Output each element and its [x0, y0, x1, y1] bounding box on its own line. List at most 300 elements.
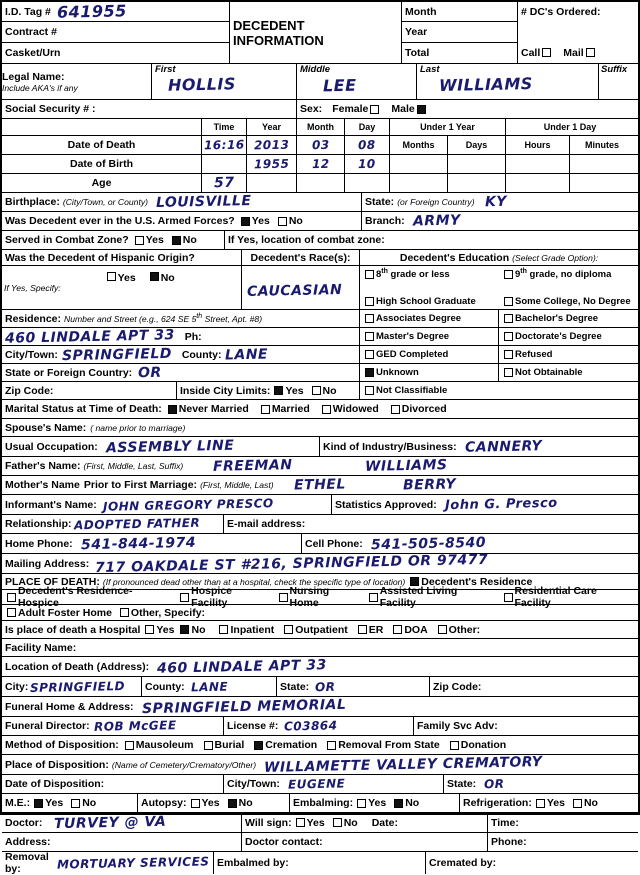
refrigeration-label: Refrigeration:: [463, 797, 532, 809]
time-header: Time: [202, 119, 247, 135]
armed-yes-checkbox[interactable]: [241, 217, 250, 226]
hispanic-no-checkbox[interactable]: [150, 272, 159, 281]
spouse-name-label: Spouse's Name:: [5, 421, 87, 434]
will-sign-no-checkbox[interactable]: [333, 818, 342, 827]
disposition-city-label: City/Town:: [227, 778, 280, 790]
edu-option-8[interactable]: [360, 346, 499, 363]
industry-field[interactable]: [320, 437, 638, 456]
sex-male-checkbox[interactable]: [417, 105, 426, 114]
hospital-yes-checkbox[interactable]: [145, 625, 154, 634]
combat-zone-label: Served in Combat Zone?: [5, 234, 129, 246]
mail-checkbox[interactable]: [586, 48, 595, 57]
education-sub: (Select Grade Option):: [512, 252, 599, 263]
month-field[interactable]: [402, 2, 517, 22]
refrigeration-yes-label: Yes: [546, 797, 565, 809]
suffix-field[interactable]: [599, 64, 638, 99]
mother-name-field[interactable]: [2, 476, 638, 494]
marital-option-0: Never Married: [178, 403, 249, 415]
birth-time-field[interactable]: [202, 155, 247, 173]
location-of-death-label: Location of Death (Address):: [5, 660, 150, 673]
total-label: Total: [405, 47, 430, 59]
edu-option-1[interactable]: [499, 267, 638, 281]
sign-time-label: Time:: [491, 816, 519, 829]
edu-checkbox-5[interactable]: [504, 314, 513, 323]
place-of-death-options-row-1: [2, 585, 638, 609]
race-section: [242, 250, 360, 309]
edu-checkbox-12[interactable]: [365, 386, 374, 395]
disposition-removal-checkbox[interactable]: [327, 741, 336, 750]
place-of-death-options-row-2: [2, 605, 638, 621]
edu-option-9[interactable]: [499, 346, 638, 363]
sign-date-label: Date:: [371, 816, 398, 829]
father-name-label: Father's Name:: [5, 460, 81, 472]
armed-no-checkbox[interactable]: [278, 217, 287, 226]
dc-ordered-field[interactable]: [518, 2, 638, 22]
middle-name-field[interactable]: [297, 64, 417, 99]
hospital-yes-label: Yes: [156, 623, 175, 636]
relationship-value: ADOPTED FATHER: [73, 515, 200, 533]
edu-option-12[interactable]: [360, 382, 638, 399]
mailing-address-field[interactable]: [2, 551, 638, 576]
sign-time-field[interactable]: [488, 813, 638, 832]
death-month-field[interactable]: [297, 136, 345, 154]
mail-label: Mail: [563, 46, 584, 59]
hospital-inpatient-checkbox[interactable]: [219, 625, 228, 634]
refrigeration-yes-checkbox[interactable]: [536, 799, 545, 808]
armed-no-label: No: [288, 215, 303, 227]
hospital-other-checkbox[interactable]: [438, 625, 447, 634]
hospital-outpatient-checkbox[interactable]: [284, 625, 293, 634]
residence-county-value: LANE: [225, 346, 269, 363]
refrigeration-no-label: No: [583, 797, 598, 809]
edu-checkbox-9[interactable]: [504, 350, 513, 359]
place-of-disposition-label: Place of Disposition:: [5, 758, 109, 771]
sex-female-label: Female: [332, 103, 369, 115]
edu-checkbox-0[interactable]: [365, 270, 374, 279]
doctor-address-row: [2, 833, 638, 852]
death-county-field[interactable]: [142, 677, 277, 696]
form-title: [230, 2, 402, 63]
hispanic-origin-label: Was the Decedent of Hispanic Origin?: [2, 250, 241, 266]
dates-header-row: [2, 119, 638, 136]
edu-checkbox-6[interactable]: [365, 332, 374, 341]
ssn-sex-row: [2, 100, 638, 119]
edu-option-7[interactable]: [499, 328, 638, 345]
funeral-director-field[interactable]: [2, 717, 224, 735]
funeral-home-row[interactable]: [2, 697, 638, 717]
disposition-city-field[interactable]: [224, 775, 444, 793]
doctor-label: Doctor:: [5, 816, 43, 829]
hispanic-ifyes-cell[interactable]: [2, 266, 102, 309]
residence-street-field[interactable]: [2, 310, 360, 327]
edu-option-0[interactable]: [360, 267, 499, 281]
combat-yes-label: Yes: [145, 234, 164, 246]
id-tag-value: 641955: [56, 1, 127, 22]
under-1-year-header: Under 1 Year: [390, 119, 506, 135]
date-of-birth-row: [2, 155, 638, 174]
edu-label-8: GED Completed: [376, 349, 449, 360]
death-zip-label: Zip Code:: [433, 680, 482, 693]
edu-option-3[interactable]: [499, 295, 638, 308]
mailing-address-row[interactable]: [2, 551, 638, 576]
year-field[interactable]: [402, 22, 517, 43]
middle-name-label: Middle: [300, 64, 331, 75]
pod-checkbox-5[interactable]: [504, 593, 513, 602]
place-of-disposition-row[interactable]: [2, 755, 638, 775]
call-checkbox[interactable]: [542, 48, 551, 57]
hispanic-yes-label: Yes: [117, 272, 136, 284]
edu-checkbox-8[interactable]: [365, 350, 374, 359]
birth-state-value: KY: [484, 193, 507, 211]
will-sign-no-label: No: [343, 816, 358, 829]
doctor-contact-field[interactable]: [242, 833, 488, 851]
armed-forces-field: [2, 212, 362, 230]
edu-option-10[interactable]: [360, 364, 499, 381]
hispanic-ifyes-label: If Yes, Specify:: [4, 282, 61, 293]
edu-option-11[interactable]: [499, 364, 638, 381]
disposition-state-label: State:: [447, 778, 477, 790]
disposition-cremation-checkbox[interactable]: [254, 741, 263, 750]
home-phone-value: 541-844-1974: [80, 534, 196, 553]
me-yes-checkbox[interactable]: [34, 799, 43, 808]
birthplace-label: Birthplace:: [5, 196, 60, 208]
marital-never-married-checkbox[interactable]: [168, 405, 177, 414]
death-day-field[interactable]: [345, 136, 390, 154]
armed-forces-row: [2, 212, 638, 231]
pod-option-0: Decedent's Residence: [421, 575, 533, 588]
total-field[interactable]: [402, 43, 517, 63]
autopsy-yes-checkbox[interactable]: [191, 799, 200, 808]
sex-female-checkbox[interactable]: [370, 105, 379, 114]
disposition-mausoleum-checkbox[interactable]: [125, 741, 134, 750]
birth-state-field[interactable]: [362, 193, 638, 211]
hospital-doa-checkbox[interactable]: [393, 625, 402, 634]
edu-option-4[interactable]: [360, 310, 499, 327]
me-no-checkbox[interactable]: [71, 799, 80, 808]
edu-label-7: Doctorate's Degree: [515, 331, 602, 342]
minutes-header: Minutes: [584, 140, 619, 150]
header-left-column: [2, 2, 230, 63]
id-tag-field[interactable]: [2, 2, 229, 22]
will-sign-yes-checkbox[interactable]: [296, 818, 305, 827]
funeral-director-row: [2, 717, 638, 736]
pod-checkbox-2[interactable]: [180, 593, 189, 602]
last-name-value: WILLIAMS: [438, 74, 533, 95]
spouse-name-row[interactable]: [2, 419, 638, 437]
email-field[interactable]: [224, 515, 638, 533]
birth-year-field[interactable]: [247, 155, 297, 173]
dc-ordered-label: # DC's Ordered:: [521, 6, 601, 18]
residence-county-label: County:: [181, 348, 222, 361]
location-of-death-field[interactable]: [2, 657, 638, 676]
race-label: Decedent's Race(s):: [242, 250, 359, 266]
marital-married-checkbox[interactable]: [261, 405, 270, 414]
residence-state-label: State or Foreign Country:: [5, 366, 133, 379]
months-field[interactable]: [390, 155, 448, 173]
pod-option-4: Assisted Living Facility: [379, 585, 458, 609]
license-value: C03864: [284, 718, 339, 734]
edu-label-11: Not Obtainable: [515, 367, 583, 378]
place-of-disposition-value: WILLAMETTE VALLEY CREMATORY: [263, 753, 543, 776]
inside-yes-checkbox[interactable]: [274, 386, 283, 395]
hospital-no-checkbox[interactable]: [180, 625, 189, 634]
removal-by-field[interactable]: [2, 852, 214, 874]
residence-zip-label: Zip Code:: [5, 384, 54, 397]
relationship-field[interactable]: [2, 515, 224, 533]
informant-row: [2, 495, 638, 515]
embalming-yes-checkbox[interactable]: [357, 799, 366, 808]
disposition-option-2: Cremation: [265, 739, 318, 751]
combat-zone-field: [2, 231, 225, 249]
date-of-disposition-row: [2, 775, 638, 794]
origin-race-education-block: [2, 250, 638, 310]
will-sign-yes-label: Yes: [306, 816, 325, 829]
death-state-field[interactable]: [277, 677, 430, 696]
me-label: M.E.:: [5, 797, 31, 809]
cremated-by-field[interactable]: [426, 852, 638, 874]
days-header: Days: [448, 136, 506, 154]
under-1-day-header: Under 1 Day: [543, 122, 597, 132]
me-field: [2, 794, 138, 812]
mailing-address-value: 717 OAKDALE ST #216, SPRINGFIELD OR 97477: [95, 551, 489, 576]
call-mail-row: [518, 42, 638, 63]
funeral-home-field[interactable]: [2, 697, 638, 716]
date-of-birth-label: Date of Birth: [2, 155, 202, 173]
edu-checkbox-1[interactable]: [504, 270, 513, 279]
casket-label: Casket/Urn: [5, 47, 61, 59]
spouse-name-field[interactable]: [2, 419, 638, 436]
mother-first-value: ETHEL: [293, 476, 346, 494]
edu-checkbox-7[interactable]: [504, 332, 513, 341]
hospital-er-checkbox[interactable]: [358, 625, 367, 634]
residence-street-value-row: [2, 328, 638, 346]
facility-name-field[interactable]: [2, 639, 638, 656]
doctor-address-field[interactable]: [2, 833, 242, 851]
mother-name-row[interactable]: [2, 476, 638, 495]
age-label: Age: [2, 174, 202, 192]
sex-field: [297, 100, 638, 118]
hispanic-origin-section: [2, 250, 242, 309]
edu-checkbox-4[interactable]: [365, 314, 374, 323]
inside-city-limits-label: Inside City Limits:: [180, 384, 271, 397]
residence-city-field[interactable]: [2, 346, 360, 363]
hispanic-yes-checkbox[interactable]: [107, 272, 116, 281]
age-row: [2, 174, 638, 193]
doctor-row: [2, 813, 638, 833]
pod-checkbox-7[interactable]: [120, 608, 129, 617]
inside-city-limits-field: [177, 382, 360, 399]
refrigeration-no-checkbox[interactable]: [573, 799, 582, 808]
death-time-field[interactable]: [202, 136, 247, 154]
age-field[interactable]: [202, 174, 247, 192]
death-city-field[interactable]: [2, 677, 142, 696]
aka-note: Include AKA's if any: [2, 82, 78, 93]
marital-divorced-checkbox[interactable]: [391, 405, 400, 414]
occupation-value: ASSEMBLY LINE: [105, 437, 235, 456]
edu-checkbox-10[interactable]: [365, 368, 374, 377]
disposition-burial-checkbox[interactable]: [204, 741, 213, 750]
residence-label: Residence:: [5, 312, 62, 325]
residence-city-label: City/Town:: [5, 348, 58, 361]
me-autopsy-row: [2, 794, 638, 813]
pod-checkbox-4[interactable]: [369, 593, 378, 602]
father-name-field[interactable]: [2, 457, 638, 475]
education-section: [360, 250, 638, 309]
pod-checkbox-3[interactable]: [279, 593, 288, 602]
father-name-row[interactable]: [2, 457, 638, 476]
birth-month-value: 12: [311, 156, 330, 172]
ssn-label: Social Security # :: [5, 103, 96, 115]
race-field[interactable]: [242, 266, 359, 309]
residence-street-row: [2, 310, 638, 328]
residence-street-value-cell[interactable]: [2, 328, 360, 345]
date-of-death-label: Date of Death: [2, 136, 202, 154]
cell-phone-value: 541-505-8540: [370, 534, 486, 553]
mother-name-sub2: Prior to First Marriage:: [83, 479, 198, 491]
father-last-value: WILLIAMS: [364, 457, 448, 475]
informant-name-field[interactable]: [2, 495, 332, 514]
home-phone-field[interactable]: [2, 534, 302, 553]
last-name-label: Last: [420, 64, 440, 75]
residence-city-row: [2, 346, 638, 364]
doctor-phone-field[interactable]: [488, 833, 638, 851]
location-of-death-row[interactable]: [2, 657, 638, 677]
death-year-field[interactable]: [247, 136, 297, 154]
embalming-yes-label: Yes: [368, 797, 387, 809]
embalming-field: [290, 794, 460, 812]
license-field[interactable]: [224, 717, 414, 735]
months-header: Months: [390, 136, 448, 154]
method-of-disposition-label: Method of Disposition:: [5, 739, 119, 751]
place-of-death-sub: (If pronounced dead other than at a hospital, check the specific type of location): [102, 576, 406, 587]
month-header: Month: [297, 119, 345, 135]
facility-name-label: Facility Name:: [5, 641, 77, 654]
branch-field[interactable]: [362, 212, 638, 230]
birthplace-sub: (City/Town, or County): [62, 197, 149, 207]
combat-no-label: No: [182, 234, 197, 246]
industry-label: Kind of Industry/Business:: [323, 440, 457, 453]
hospital-sub-1: Outpatient: [295, 623, 348, 636]
family-svc-adv-field[interactable]: [414, 717, 638, 735]
casket-urn-field[interactable]: [2, 43, 229, 63]
birth-state-label: State:: [365, 196, 395, 208]
occupation-label: Usual Occupation:: [5, 440, 98, 453]
edu-label-1: 9th grade, no diploma: [515, 268, 612, 281]
spouse-name-sub: ( name prior to marriage): [90, 422, 186, 433]
residence-zip-field[interactable]: [2, 382, 177, 399]
edu-label-5: Bachelor's Degree: [515, 313, 599, 324]
disposition-state-field[interactable]: [444, 775, 638, 793]
mother-last-value: BERRY: [403, 476, 457, 494]
edu-option-2[interactable]: [360, 295, 499, 308]
combat-yes-checkbox[interactable]: [135, 236, 144, 245]
edu-option-5[interactable]: [499, 310, 638, 327]
death-zip-field[interactable]: [430, 677, 638, 696]
doctor-address-label: Address:: [5, 836, 51, 848]
edu-checkbox-3[interactable]: [504, 297, 513, 306]
form-title-text: DECEDENT INFORMATION: [233, 17, 324, 48]
death-city-value: SPRINGFIELD: [30, 678, 126, 695]
marital-widowed-checkbox[interactable]: [322, 405, 331, 414]
sex-male-label: Male: [391, 103, 415, 115]
last-name-field[interactable]: [417, 64, 599, 99]
edu-label-10: Unknown: [376, 367, 419, 378]
ssn-field[interactable]: [2, 100, 297, 118]
date-of-death-row: [2, 136, 638, 155]
pod-checkbox-6[interactable]: [7, 608, 16, 617]
combat-location-label: If Yes, location of combat zone:: [228, 234, 385, 246]
first-name-label: First: [155, 64, 176, 75]
days-field[interactable]: [448, 155, 506, 173]
place-of-disposition-field[interactable]: [2, 755, 638, 774]
edu-checkbox-11[interactable]: [504, 368, 513, 377]
inside-no-checkbox[interactable]: [312, 386, 321, 395]
place-of-disposition-sub: (Name of Cemetery/Crematory/Other): [111, 759, 257, 770]
residence-state-field[interactable]: [2, 364, 360, 381]
residence-state-value: OR: [138, 364, 163, 381]
occupation-field[interactable]: [2, 437, 320, 456]
embalming-label: Embalming:: [293, 797, 354, 809]
industry-value: CANNERY: [464, 437, 543, 456]
disposition-donation-checkbox[interactable]: [450, 741, 459, 750]
occupation-row: [2, 437, 638, 457]
edu-label-6: Master's Degree: [376, 331, 450, 342]
date-of-disposition-field[interactable]: [2, 775, 224, 793]
minutes-field[interactable]: [570, 155, 634, 173]
facility-name-row[interactable]: [2, 639, 638, 657]
statistics-approved-field[interactable]: [332, 495, 638, 514]
race-value: CAUCASIAN: [246, 281, 343, 300]
embalmed-by-field[interactable]: [214, 852, 426, 874]
doctor-field[interactable]: [2, 813, 242, 832]
doctor-phone-label: Phone:: [491, 836, 527, 848]
month-label: Month: [405, 5, 437, 18]
month-year-total-column: [402, 2, 518, 63]
edu-checkbox-2[interactable]: [365, 297, 374, 306]
relationship-label: Relationship:: [5, 518, 72, 530]
date-of-disposition-label: Date of Disposition:: [5, 778, 105, 790]
autopsy-no-checkbox[interactable]: [228, 799, 237, 808]
birth-month-field[interactable]: [297, 155, 345, 173]
cell-phone-field[interactable]: [302, 534, 638, 553]
day-header: Day: [345, 119, 390, 135]
inside-yes-label: Yes: [285, 384, 304, 397]
death-county-value: LANE: [190, 679, 229, 694]
will-sign-label: Will sign:: [245, 816, 292, 829]
edu-option-6[interactable]: [360, 328, 499, 345]
birthplace-field[interactable]: [2, 193, 362, 211]
residence-phone-label: Ph:: [184, 330, 202, 343]
disposition-option-4: Donation: [460, 739, 507, 751]
pod-option-2: Hospice Facility: [191, 585, 233, 609]
embalming-no-checkbox[interactable]: [394, 799, 403, 808]
first-name-field[interactable]: [152, 64, 297, 99]
combat-location-field[interactable]: [225, 231, 638, 249]
contract-field[interactable]: [2, 22, 229, 43]
residence-zip-row: [2, 382, 638, 400]
branch-value: ARMY: [412, 212, 461, 230]
father-name-sub: (First, Middle, Last, Suffix): [83, 461, 184, 471]
pod-checkbox-1[interactable]: [7, 593, 16, 602]
home-phone-label: Home Phone:: [5, 537, 73, 550]
birth-day-field[interactable]: [345, 155, 390, 173]
hospital-sub-4: Other:: [448, 623, 481, 636]
hours-field[interactable]: [506, 155, 570, 173]
combat-no-checkbox[interactable]: [172, 236, 181, 245]
autopsy-label: Autopsy:: [141, 797, 187, 809]
place-of-death-label: PLACE OF DEATH:: [5, 575, 100, 588]
hospital-row: [2, 621, 638, 639]
